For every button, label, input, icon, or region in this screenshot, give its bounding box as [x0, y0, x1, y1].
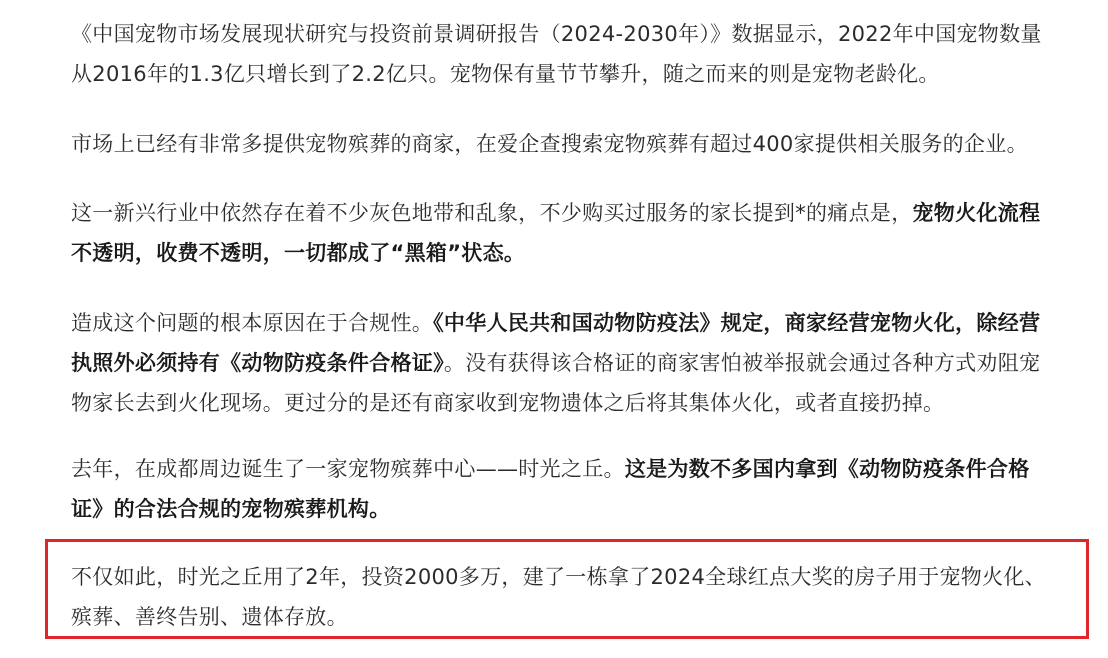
paragraph-investment-highlighted [71, 557, 1071, 637]
bold-text: 证》的合法合规的宠物殡葬机构。 [71, 497, 391, 521]
paragraph-line: 《中国宠物市场发展现状研究与投资前景调研报告（2024-2030年）》数据显示，2022年中国宠物数量 [71, 22, 1042, 46]
paragraph-market-data [71, 14, 1071, 94]
paragraph-line: 市场上已经有非常多提供宠物殡葬的商家，在爱企查搜索宠物殡葬有超过400家提供相关服务的企业。 [71, 132, 1028, 156]
paragraph-line: 从2016年的1.3亿只增长到了2.2亿只。宠物保有量节节攀升，随之而来的则是宠物老龄化。 [71, 62, 940, 86]
paragraph-merchants [71, 124, 1071, 164]
paragraph-line [71, 193, 1071, 233]
bold-text: 宠物火化流程 [912, 201, 1041, 225]
bold-text: 执照外必须持有《动物防疫条件合格证》 [71, 351, 444, 375]
bold-text: 这是为数不多国内拿到《动物防疫条件合格 [624, 457, 1030, 481]
paragraph-compliance [71, 303, 1071, 423]
paragraph-line: 物家长去到火化现场。更过分的是还有商家收到宠物遗体之后将其集体火化，或者直接扔掉。 [71, 391, 945, 415]
paragraph-line [71, 343, 1071, 383]
bold-text: 《中华人民共和国动物防疫法》规定，商家经营宠物火化，除经营 [433, 311, 1041, 335]
normal-text: 造成这个问题的根本原因在于合规性。 [71, 311, 434, 335]
normal-text: 这一新兴行业中依然存在着不少灰色地带和乱象，不少购买过服务的家长提到*的痛点是， [71, 201, 913, 225]
paragraph-industry-issues [71, 193, 1071, 273]
normal-text: 去年，在成都周边诞生了一家宠物殡葬中心——时光之丘。 [71, 457, 625, 481]
paragraph-line: 不仅如此，时光之丘用了2年，投资2000多万，建了一栋拿了2024全球红点大奖的房子用于宠物火化、 [71, 565, 1046, 589]
normal-text: 。没有获得该合格证的商家害怕被举报就会通过各种方式劝阻宠 [443, 351, 1041, 375]
paragraph-shiguangzhiqiu [71, 449, 1071, 529]
paragraph-line: 殡葬、善终告别、遗体存放。 [71, 605, 348, 629]
paragraph-line [71, 303, 1071, 343]
bold-text: 不透明，收费不透明，一切都成了“黑箱”状态。 [71, 241, 526, 265]
paragraph-line [71, 449, 1071, 489]
